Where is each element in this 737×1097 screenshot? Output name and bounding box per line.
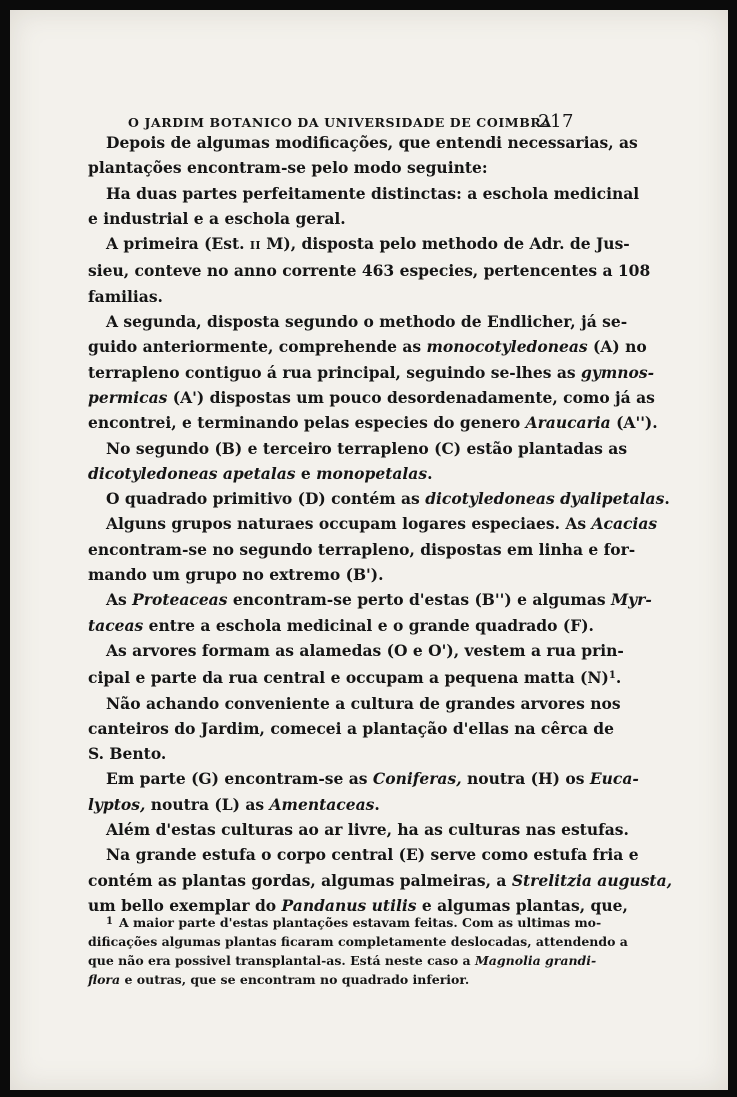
text-line: encontram-se no segundo terrapleno, dispostas em linha e for- bbox=[88, 539, 636, 559]
italic-term: dicotyledoneas dyalipetalas bbox=[425, 489, 665, 509]
paragraph bbox=[88, 842, 673, 918]
text-line: familias. bbox=[88, 286, 163, 306]
italic-term: Acacias bbox=[591, 514, 658, 534]
text-line bbox=[88, 385, 655, 410]
text-line: sieu, conteve no anno corrente 463 especies, pertencentes a 108 bbox=[88, 261, 651, 281]
text-run: entre a eschola medicinal e o grande quadrado (F). bbox=[143, 615, 594, 635]
paragraph bbox=[88, 130, 638, 181]
paragraph bbox=[88, 486, 670, 511]
italic-term: Araucaria bbox=[525, 413, 611, 433]
page-number: 217 bbox=[538, 111, 574, 132]
text-run: encontrei, e terminando pelas especies do genero bbox=[88, 413, 526, 433]
text-run: que não era possivel transplantal-as. Está neste caso a bbox=[88, 953, 475, 968]
text-run: . bbox=[427, 463, 433, 483]
paragraph bbox=[88, 181, 640, 232]
text-run: (A''). bbox=[610, 413, 658, 433]
footnote-reference: 1 bbox=[608, 670, 616, 682]
text-run: contém as plantas gordas, algumas palmeiras, a bbox=[88, 870, 512, 890]
text-run: M), disposta pelo methodo de Adr. de Jus- bbox=[260, 234, 630, 254]
text-run: As bbox=[106, 590, 133, 610]
footnote-mark: 1 bbox=[106, 916, 113, 927]
italic-term: Amentaceas bbox=[269, 794, 375, 814]
running-head: O JARDIM BOTANICO DA UNIVERSIDADE DE COIMBRA bbox=[128, 115, 552, 130]
italic-term: taceas bbox=[88, 615, 144, 635]
italic-term: Myr- bbox=[611, 590, 652, 610]
italic-term: flora bbox=[88, 972, 121, 987]
text-line: As arvores formam as alamedas (O e O'), vestem a rua prin- bbox=[106, 640, 624, 660]
paragraph bbox=[88, 638, 624, 691]
text-line bbox=[88, 868, 673, 893]
text-run: Alguns grupos naturaes occupam logares especiaes. As bbox=[106, 514, 592, 534]
text-line: e industrial e a eschola geral. bbox=[88, 208, 346, 228]
text-run: terrapleno contiguo á rua principal, seguindo se-lhes as bbox=[88, 362, 582, 382]
text-run: . bbox=[664, 489, 670, 509]
text-run: A primeira (Est. bbox=[106, 234, 250, 254]
text-run: e bbox=[295, 463, 317, 483]
text-line: S. Bento. bbox=[88, 744, 167, 764]
footnote-line: dificações algumas plantas ficaram completamente deslocadas, attendendo a bbox=[88, 934, 628, 949]
text-run: . bbox=[615, 668, 622, 688]
italic-term: monocotyledoneas bbox=[426, 337, 588, 357]
text-line bbox=[88, 663, 622, 690]
footnote-line bbox=[88, 970, 558, 989]
paragraph bbox=[88, 691, 621, 767]
text-line bbox=[88, 334, 647, 359]
text-run: O quadrado primitivo (D) contém as bbox=[106, 489, 426, 509]
text-run: . bbox=[374, 794, 380, 814]
text-run: A maior parte d'estas plantações estavam feitas. Com as ultimas mo- bbox=[118, 915, 602, 930]
text-run: noutra (H) os bbox=[461, 769, 590, 789]
text-line bbox=[88, 613, 594, 638]
italic-term: gymnos- bbox=[581, 362, 655, 382]
text-run: cipal e parte da rua central e occupam a pequena matta (N) bbox=[88, 668, 609, 688]
footnote-line bbox=[88, 951, 597, 970]
text-run: (A) no bbox=[587, 337, 647, 357]
text-line: Ha duas partes perfeitamente distinctas: a eschola medicinal bbox=[106, 183, 640, 203]
text-line bbox=[88, 461, 558, 486]
text-line bbox=[88, 792, 558, 817]
text-run: guido anteriormente, comprehende as bbox=[88, 337, 427, 357]
text-line: Não achando conveniente a cultura de grandes arvores nos bbox=[106, 693, 621, 713]
italic-term: Strelitzia augusta, bbox=[511, 870, 673, 890]
body-text bbox=[88, 130, 673, 918]
paragraph bbox=[88, 817, 629, 842]
italic-term: Coniferas, bbox=[372, 769, 462, 789]
italic-term: Magnolia grandi- bbox=[474, 953, 597, 968]
text-line: plantações encontram-se pelo modo seguinte: bbox=[88, 158, 488, 178]
text-line: canteiros do Jardim, comecei a plantação d'ellas na cêrca de bbox=[88, 718, 614, 738]
footnote bbox=[88, 912, 628, 989]
italic-term: Pandanus utilis bbox=[281, 895, 417, 915]
text-line bbox=[88, 360, 655, 385]
text-line bbox=[88, 766, 639, 791]
text-run: noutra (L) as bbox=[145, 794, 270, 814]
paragraph bbox=[88, 436, 628, 487]
roman-numeral: II bbox=[249, 239, 261, 253]
paragraph bbox=[88, 766, 639, 817]
text-line: Além d'estas culturas ao ar livre, ha as culturas nas estufas. bbox=[106, 820, 629, 840]
italic-term: Proteaceas bbox=[132, 590, 228, 610]
text-run: e algumas plantas, que, bbox=[416, 895, 628, 915]
text-line bbox=[88, 587, 652, 612]
text-run: um bello exemplar do bbox=[88, 895, 282, 915]
paragraph bbox=[88, 231, 651, 309]
text-line: No segundo (B) e terceiro terrapleno (C) estão plantadas as bbox=[106, 438, 628, 458]
text-line bbox=[88, 410, 658, 435]
italic-term: Euca- bbox=[589, 769, 639, 789]
italic-term: monopetalas bbox=[316, 463, 428, 483]
paragraph bbox=[88, 309, 658, 435]
text-run: Em parte (G) encontram-se as bbox=[106, 769, 373, 789]
italic-term: lyptos, bbox=[88, 794, 146, 814]
text-run: e outras, que se encontram no quadrado inferior. bbox=[120, 972, 470, 987]
paragraph bbox=[88, 587, 652, 638]
text-line: Na grande estufa o corpo central (E) serve como estufa fria e bbox=[106, 845, 639, 865]
text-line bbox=[88, 486, 670, 511]
text-line: A segunda, disposta segundo o methodo de Endlicher, já se- bbox=[106, 312, 628, 332]
text-run: encontram-se perto d'estas (B'') e algumas bbox=[227, 590, 611, 610]
text-line: mando um grupo no extremo (B'). bbox=[88, 565, 384, 585]
text-line: Depois de algumas modificações, que entendi necessarias, as bbox=[106, 133, 638, 152]
paragraph bbox=[88, 511, 658, 587]
italic-term: dicotyledoneas apetalas bbox=[88, 463, 296, 483]
italic-term: permicas bbox=[88, 387, 168, 407]
text-line bbox=[88, 511, 658, 536]
text-run: (A') dispostas um pouco desordenadamente, como já as bbox=[167, 387, 655, 407]
footnote-line bbox=[88, 912, 602, 932]
text-line bbox=[88, 231, 630, 258]
